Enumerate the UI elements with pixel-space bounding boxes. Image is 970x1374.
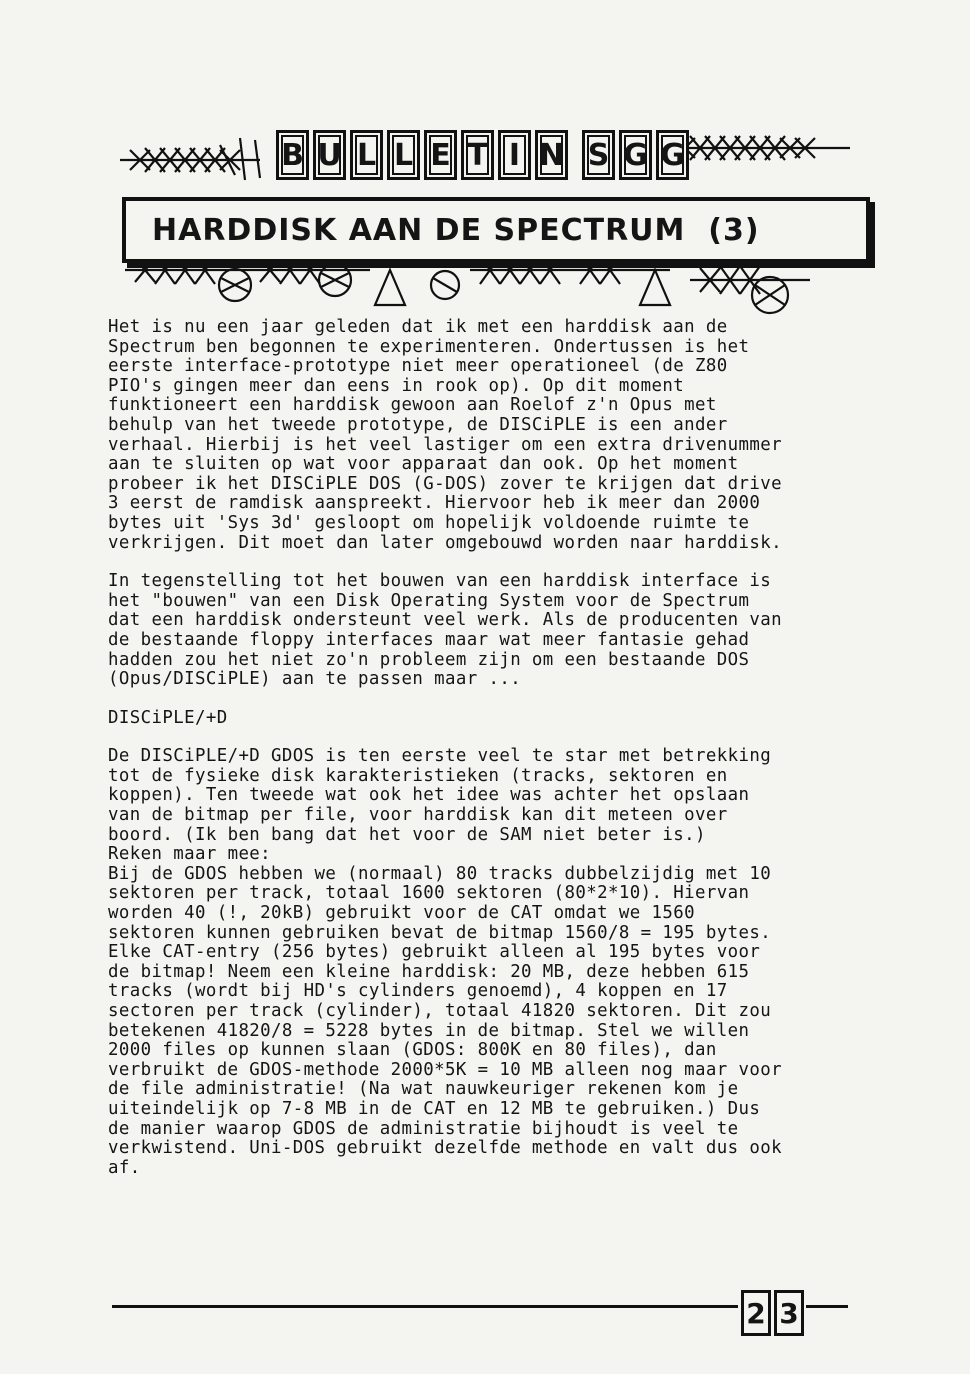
text-line: tracks (wordt bij HD's cylinders genoemd), 4 koppen en 17 [108, 981, 728, 1002]
logo-letter: N [535, 130, 568, 180]
logo-letter: B [276, 130, 309, 180]
text-line: 2000 files op kunnen slaan (GDOS: 800K en 80 files), dan [108, 1040, 717, 1061]
text-line: (Opus/DISCiPLE) aan te passen maar ... [108, 669, 522, 690]
text-line: de bitmap! Neem een kleine harddisk: 20 MB, deze hebben 615 [108, 961, 750, 982]
text-line: worden 40 (!, 20kB) gebruikt voor de CAT omdat we 1560 [108, 903, 695, 924]
text-line: 3 eerst de ramdisk aanspreekt. Hiervoor heb ik meer dan 2000 [108, 493, 761, 514]
text-line: van de bitmap per file, voor harddisk kan dit meteen over [108, 805, 728, 826]
section-heading: DISCiPLE/+D [108, 707, 228, 728]
text-line: boord. (Ik ben bang dat het voor de SAM niet beter is.) [108, 824, 706, 845]
text-line: eerste interface-prototype niet meer operationeel (de Z80 [108, 356, 728, 377]
text-line: funktioneert een harddisk gewoon aan Roelof z'n Opus met [108, 395, 717, 416]
text-line: Bij de GDOS hebben we (normaal) 80 tracks dubbelzijdig met 10 [108, 863, 772, 884]
text-line: probeer ik het DISCiPLE DOS (G-DOS) zover te krijgen dat drive [108, 473, 782, 494]
text-line: het "bouwen" van een Disk Operating System voor de Spectrum [108, 590, 750, 611]
logo-letter: G [656, 130, 689, 180]
logo-letter: L [350, 130, 383, 180]
footer-rule-end [806, 1305, 848, 1308]
text-line: verbruikt de GDOS-methode 2000*5K = 10 MB alleen nog maar voor [108, 1059, 782, 1080]
page-number [741, 1290, 804, 1336]
paragraph-intro [108, 318, 850, 553]
text-line: aan te sluiten op wat voor apparaat dan ook. Op het moment [108, 454, 739, 475]
text-line: Spectrum ben begonnen te experimenteren. Ondertussen is het [108, 336, 750, 357]
text-line: de manier waarop GDOS de administratie bijhoudt is veel te [108, 1118, 739, 1139]
text-line: betekenen 41820/8 = 5228 bytes in de bitmap. Stel we willen [108, 1020, 750, 1041]
logo-letter: L [387, 130, 420, 180]
text-line: Het is nu een jaar geleden dat ik met een harddisk aan de [108, 317, 728, 337]
text-line: tot de fysieke disk karakteristieken (tracks, sektoren en [108, 765, 728, 786]
text-line: sektoren kunnen gebruiken bevat de bitmap 1560/8 = 195 bytes. [108, 922, 772, 943]
page-number-digit: 2 [741, 1290, 771, 1336]
text-line: verkrijgen. Dit moet dan later omgebouwd worden naar harddisk. [108, 532, 782, 553]
footer-rule [112, 1305, 738, 1308]
text-line: de bestaande floppy interfaces maar wat meer fantasie gehad [108, 629, 750, 650]
text-line: Elke CAT-entry (256 bytes) gebruikt alleen al 195 bytes voor [108, 942, 761, 963]
text-line: af. [108, 1157, 141, 1178]
text-line: koppen). Ten tweede wat ook het idee was achter het opslaan [108, 785, 750, 806]
logo-letter: I [498, 130, 531, 180]
text-line: hadden zou het niet zo'n probleem zijn om een bestaande DOS [108, 649, 750, 670]
text-line: verkwistend. Uni-DOS gebruikt dezelfde methode en valt dus ook [108, 1138, 782, 1159]
logo-letter: G [619, 130, 652, 180]
text-line: In tegenstelling tot het bouwen van een harddisk interface is [108, 571, 772, 592]
text-line: bytes uit 'Sys 3d' gesloopt om hopelijk voldoende ruimte te [108, 512, 750, 533]
bulletin-sgg-logo [276, 130, 689, 178]
article-body [108, 318, 850, 1178]
text-line: verhaal. Hierbij is het veel lastiger om een extra drivenummer [108, 434, 782, 455]
text-line: uiteindelijk op 7-8 MB in de CAT en 12 MB te gebruiken.) Dus [108, 1098, 761, 1119]
logo-letter: S [582, 130, 615, 180]
page-number-digit: 3 [774, 1290, 804, 1336]
logo-letter: T [461, 130, 494, 180]
logo-letter: U [313, 130, 346, 180]
text-line: behulp van het tweede prototype, de DISCiPLE is een ander [108, 414, 728, 435]
text-line: de file administratie! (Na wat nauwkeuriger rekenen kom je [108, 1079, 739, 1100]
logo-letter: E [424, 130, 457, 180]
text-line: Reken maar mee: [108, 844, 272, 865]
text-line: De DISCiPLE/+D GDOS is ten eerste veel te star met betrekking [108, 746, 772, 767]
text-line: PIO's gingen meer dan eens in rook op). Op dit moment [108, 375, 685, 396]
logo-spacer [572, 130, 578, 174]
article-title: HARDDISK AAN DE SPECTRUM (3) [152, 212, 760, 248]
text-line: dat een harddisk ondersteunt veel werk. Als de producenten van [108, 610, 782, 631]
text-line: sektoren per track, totaal 1600 sektoren (80*2*10). Hiervan [108, 883, 750, 904]
text-line: sectoren per track (cylinder), totaal 41820 sektoren. Dit zou [108, 1001, 772, 1021]
article-title-box [122, 197, 870, 263]
paragraph-dos [108, 572, 850, 690]
paragraph-disciple [108, 747, 850, 1178]
